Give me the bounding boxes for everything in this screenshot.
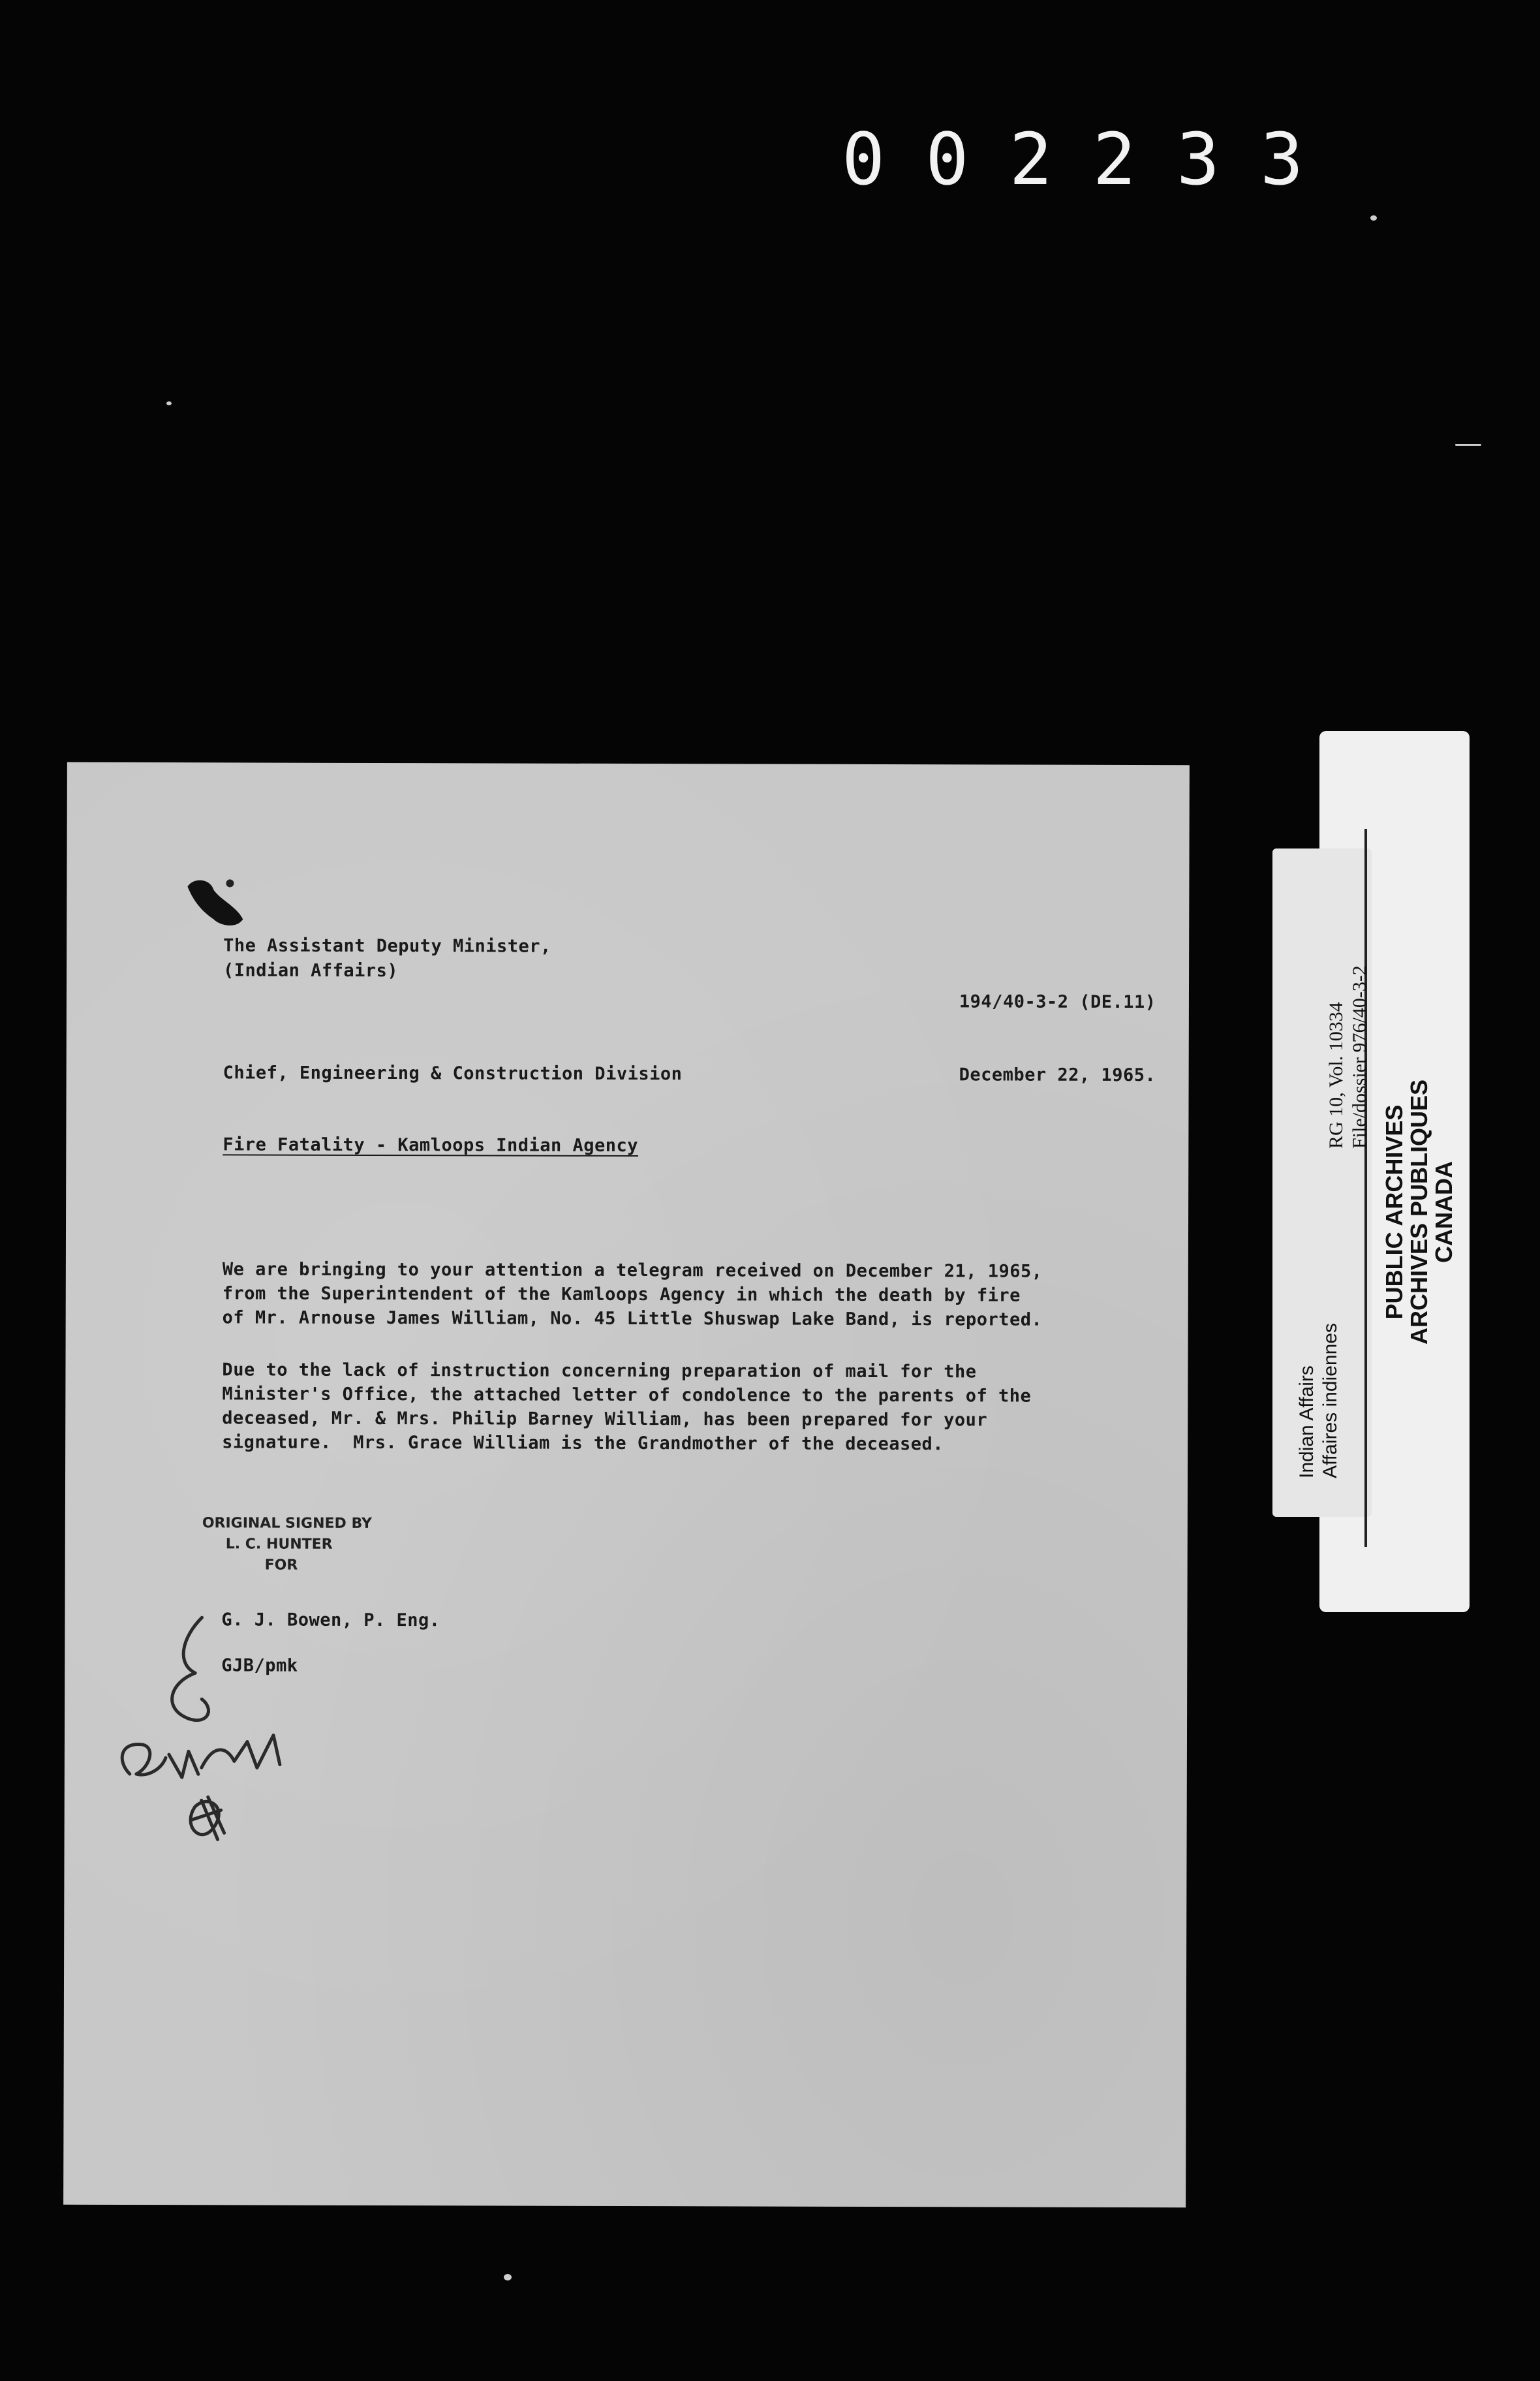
agency-line: Affaires indiennes	[1319, 1323, 1341, 1478]
dust-speck	[166, 401, 172, 405]
ink-blot-mark	[181, 873, 253, 939]
paragraph-1	[223, 1257, 1043, 1331]
stamp-line: FOR	[264, 1557, 298, 1574]
archives-name-label	[1382, 1080, 1456, 1345]
paragraph-2	[222, 1358, 1031, 1456]
agency-line: Indian Affairs	[1296, 1365, 1317, 1478]
memo-subject: Fire Fatality - Kamloops Indian Agency	[223, 1134, 639, 1157]
archive-agency-label	[1295, 1323, 1342, 1478]
paragraph-line: deceased, Mr. & Mrs. Philip Barney William, has been prepared for your	[222, 1408, 988, 1431]
dust-speck	[1370, 215, 1377, 221]
microfilm-frame-number: 002233	[842, 117, 1344, 201]
file-line: File/dossier 976/40-3-2	[1349, 965, 1370, 1149]
memo-page	[63, 762, 1190, 2207]
addressee-block	[223, 933, 551, 984]
file-line: RG 10, Vol. 10334	[1325, 1002, 1347, 1149]
file-reference: 194/40-3-2 (DE.11)	[959, 991, 1156, 1013]
label-divider	[1364, 829, 1367, 1547]
paragraph-line: signature. Mrs. Grace William is the Grandmother of the deceased.	[222, 1432, 944, 1455]
dust-speck	[1455, 444, 1481, 446]
stamp-line: L. C. HUNTER	[225, 1536, 333, 1553]
paragraph-line: of Mr. Arnouse James William, No. 45 Little Shuswap Lake Band, is reported.	[222, 1307, 1043, 1330]
signature-stamp	[202, 1513, 372, 1576]
archives-line: PUBLIC ARCHIVES	[1381, 1104, 1408, 1320]
archives-line: CANADA	[1430, 1160, 1457, 1263]
addressee-line: The Assistant Deputy Minister,	[223, 935, 551, 957]
stamp-line: ORIGINAL SIGNED BY	[202, 1515, 373, 1532]
paragraph-line: We are bringing to your attention a telegram received on December 21, 1965,	[222, 1259, 1043, 1282]
addressee-line: (Indian Affairs)	[223, 960, 399, 982]
from-line: Chief, Engineering & Construction Division	[223, 1063, 683, 1085]
paragraph-line: Minister's Office, the attached letter of condolence to the parents of the	[222, 1384, 1032, 1407]
archive-file-label	[1325, 965, 1372, 1149]
paragraph-line: from the Superintendent of the Kamloops Agency in which the death by fire	[222, 1283, 1021, 1306]
handwritten-initials	[103, 1611, 352, 1886]
signer-name: G. J. Bowen, P. Eng.	[221, 1610, 440, 1631]
paragraph-line: Due to the lack of instruction concerning preparation of mail for the	[222, 1360, 977, 1382]
memo-date: December 22, 1965.	[959, 1065, 1156, 1086]
archives-line: ARCHIVES PUBLIQUES	[1406, 1079, 1432, 1345]
dust-speck	[504, 2274, 512, 2280]
typist-initials: GJB/pmk	[221, 1655, 298, 1676]
